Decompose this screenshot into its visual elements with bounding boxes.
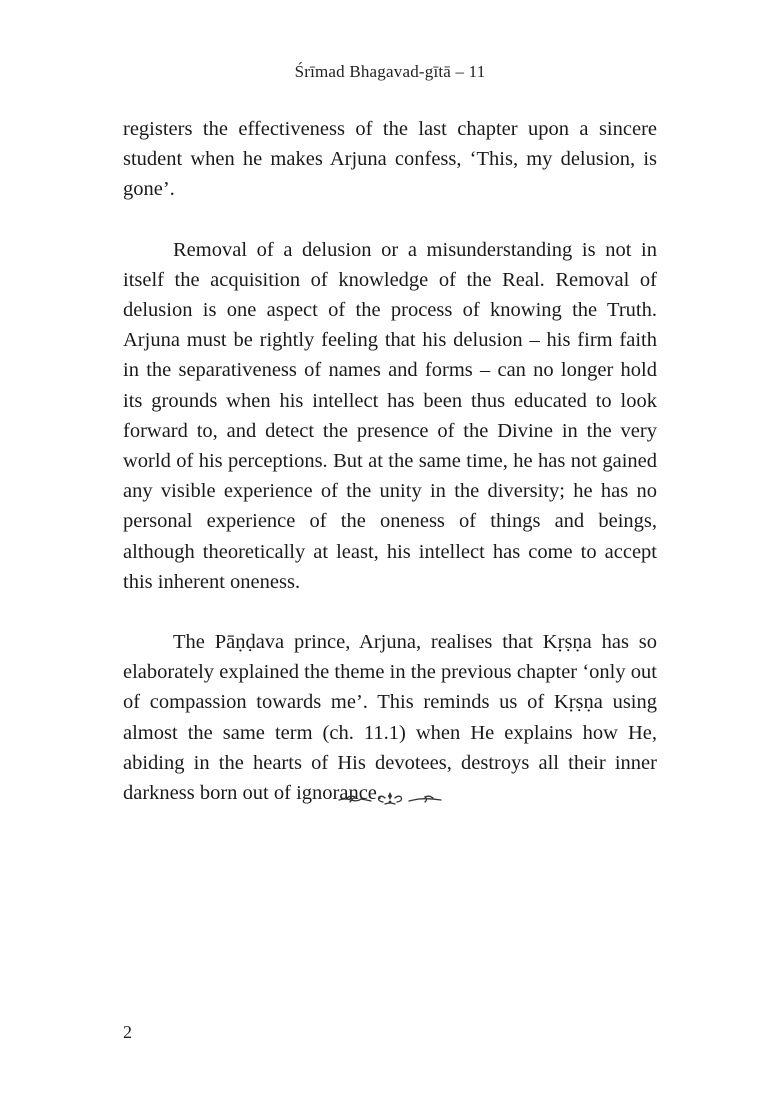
fleuron-divider-icon (335, 795, 445, 814)
page-number: 2 (123, 1022, 132, 1042)
section-end-ornament (0, 790, 780, 814)
paragraph-2: Removal of a delusion or a misunderstanding is not in itself the acquisition of knowledge of the Real. Removal of delusion is one aspect of the process of knowing the Truth. Arjuna must be rightly feeling that his delusion – his firm faith in the separativeness of names and forms – can no longer hold its grounds when his intellect has been thus educated to look forward to, and detect the presence of the Divine in the very world of his perceptions. But at the same time, he has not gained any visible experience of the unity in the diversity; he has no personal experience of the oneness of things and beings, although theoretically at least, his intellect has come to accept this inherent oneness. (123, 238, 657, 593)
paragraph-3: The Pāṇḍava prince, Arjuna, realises that Kṛṣṇa has so elaborately explained the theme in the previous chapter ‘only out of compassion towards me’. This reminds us of Kṛṣṇa using almost the same term (ch. 11.1) when He explains how He, abiding in the hearts of His devotees, destroys all their inner darkness born out of ignorance. (123, 631, 657, 805)
running-title: Śrīmad Bhagavad-gītā – 11 (294, 62, 486, 81)
body-text (123, 114, 657, 838)
paragraph-1: registers the effectiveness of the last chapter upon a sincere student when he makes Arjuna confess, ‘This, my delusion, is gone’. (123, 118, 657, 201)
